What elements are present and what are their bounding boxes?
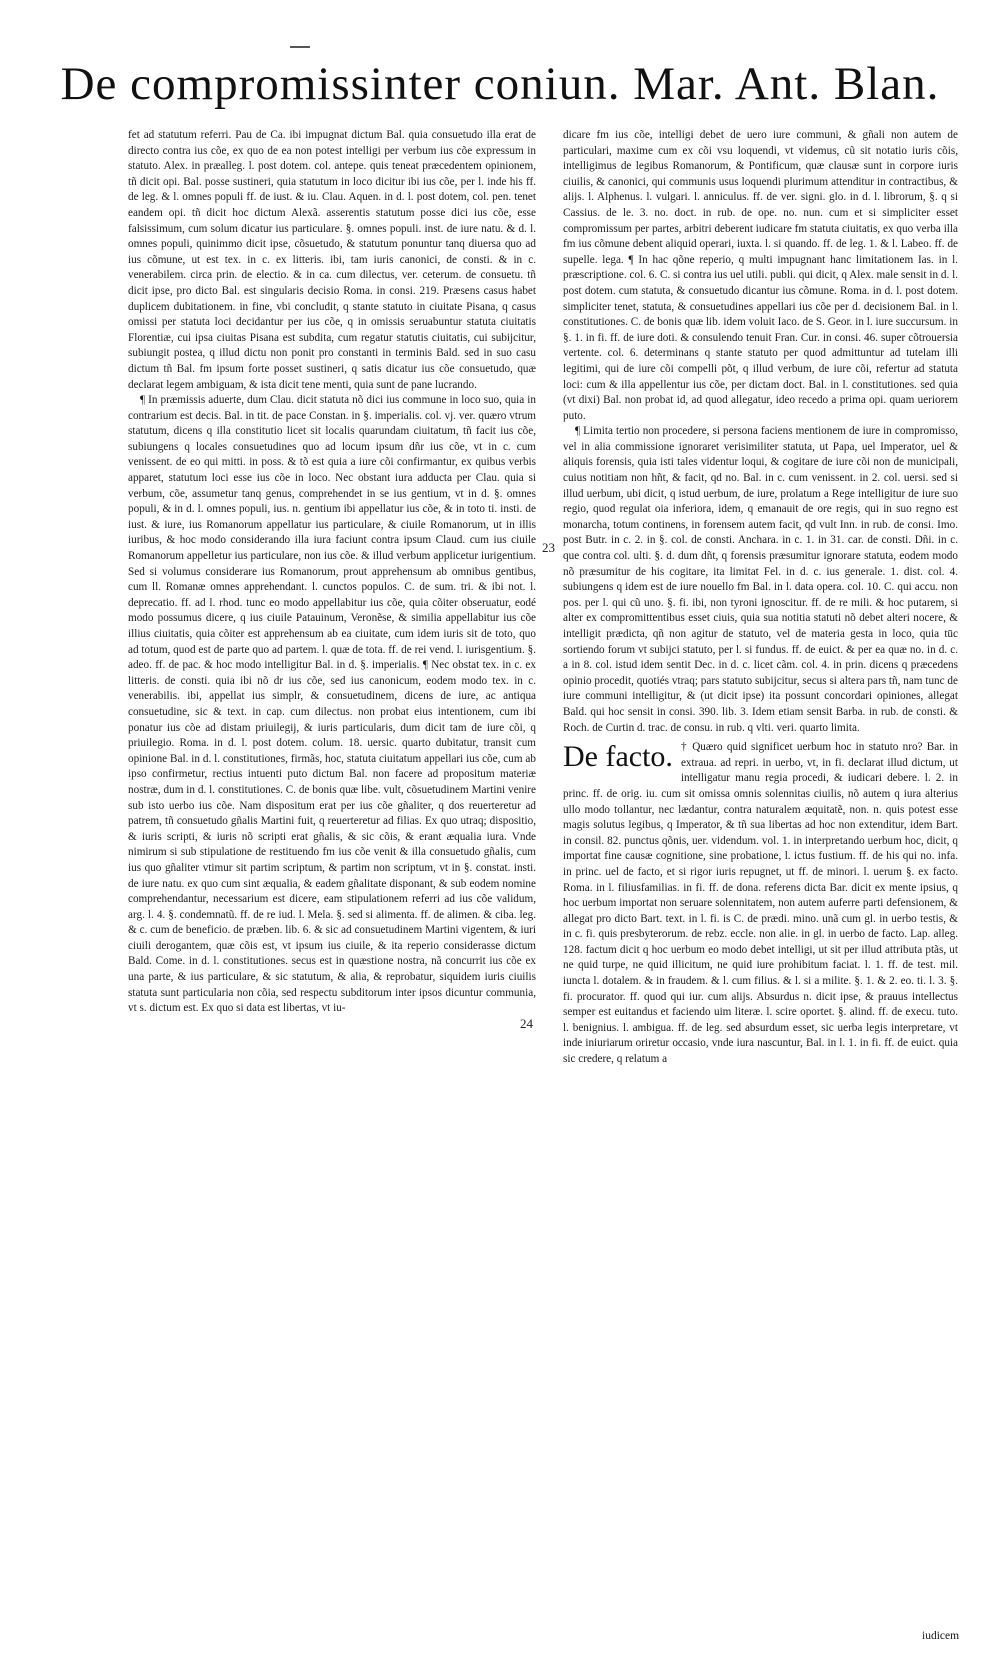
decorative-mark <box>290 46 310 48</box>
right-paragraph-2: ¶ Limita tertio non procedere, si persona faciens mentionem de iure in compromisso, vel in alia commissione ignoraret verisimiliter statuta, ut Papa, uel Imperator, uel & aliquis forensis, quia isti tales videntur loqui, & cogitare de iure cõi non de municipali, cuius notitiam non hñt, & facit, qd no. Bal. in c. cum venissent. in 2. col. uersi. sed si illud uerbum, ubi dicit, q istud uerbum, de iure, prolatum a Rege intelligitur de iure suo regio, quod regulat oia inferiora, idem, q emanauit de ore regis, qui in suo regno est monarcha, totum continens, in forensem autem facit, qd vult Inn. in rub. de consi. Imo. post Butr. in c. 2. in §. col. de consti. Anchara. in c. 1. in 31. car. de consti. Dñi. in c. que contra col. ulti. §. d. dum dñt, q forensis præsumitur ignorare statuta, eodem modo nõ præsumitur de his cogitare, ita limitat Fel. in d. c. ius generale. 1. dist. col. 4. subiungens q idem est de iure nouello fm Bal. in l. data opera. col. 10. C. qui accu. non pos. per l. qui cũ uno. §. fi. ibi, non tyroni ignoscitur. ff. de re mili. & hoc putarem, si alter ex compromittentibus esset ciuis, quia sua notitia statuti nõ debet alteri nocere, & intelligit prædicta, qñ non agitur de statuto, vel de materia gesta in loco, quia tūc sortiendo forum vt subijci statuto, per l. si fundus. ff. de euict. & per ea quæ no. in d. c. a in 8. col. istud idem sentit Dec. in d. c. licet cãm. col. 4. in prin. dicens q præcedens opinio procedit, quotiés vtraq; pars statuto subijcitur, secus si altera pars tñ, nam tunc de iure communi intelligitur, & (ut dicit ipse) ita possunt concordari opiniones, allegat Bald. qui hoc sensit in consi. 390. lib. 3. Idem etiam sensit Barba. in rub. de consti. & Roch. de Curtin d. trac. de consu. in rub. q vlti. veri. quarto limita. <box>563 425 958 734</box>
left-column <box>128 128 536 1017</box>
right-column <box>563 128 958 1068</box>
section-text: † Quæro quid significet uerbum hoc in statuto nro? Bar. in extraua. ad repri. in uerbo, vt, in fi. declarat illud dictum, ut intelligatur manu regia procedi, & iudicari debere. l. 2. in princ. ff. de orig. iu. cum sit omissa omnis solennitas ciuilis, nõ autem q iura alterius ullo modo tollantur, nec lædantur, contra naturalem æquitatẽ, non. n. quis potest esse magis solutus legibus, q Imperator, & tñ sua libertas ad hoc non extenditur, idem Bart. in consil. 82. punctus qõnis, uer. videndum. vol. 1. in interpretando uerbum hoc, dicit, q importat fine causæ cognitione, sine probatione, l. ictus fustium. ff. de his qui no. infa. in princ. uel de facto, et si rigor iuris repugnet, ut ff. de minori. l. uerum §. ex facto. Roma. in l. filiusfamilias. in fi. ff. de dona. referens dicta Bar. dicit ex mente ipsius, q hoc uerbum importat non seruare solennitatem, non autem auferre parti defensionem, & allegat pro dicto Bart. text. in l. fi. is C. de prædi. mino. unã cum gl. in uerbo testis, & in c. fi. quis presbyterorum. de rebz. eccle. non alie. in gl. in uerbo de facto. Lap. alleg. 128. factum dicit q hoc uerbum eo modo debet intelligi, ut sit per illud attributa ptãs, ut ne quid turpe, ne quid illicitum, ne quid iure prohibitum faciat. l. 1. ff. de test. mil. iuncta l. dotalem. & in fraudem. & l. cum filius. & l. si a milite. §. 1. & 2. eo. ti. l. 3. §. fi. procurator. ff. quod qui iur. cum alijs. Absurdus n. dicit ipse, & prauus intellectus semper est euitandus et faciendo uim literæ. l. scire oportet. §. alind. ff. de execu. tuto. l. benignius. l. ambigua. ff. de leg. sed absurdum esset, sic uerba legis interpretare, vt inde iniuriarum oriretur occasio, vnde iura nascuntur, Bal. in l. 1. in fi. ff. de euict. quia sic credere, q relatum a <box>563 741 958 1066</box>
right-paragraph-1: dicare fm ius cõe, intelligi debet de uero iure communi, & gñali non autem de particulari, maxime cum ex cõi vsu loquendi, vt videmus, cũ sit notatio iuris cõis, intelligimus de legibus Romanorum, & Pontificum, quæ clausæ sunt in corpore iuris ciuilis, & canonici, qui communis usus loquendi plurimum attenditur in contractibus, & alijs. l. Alphenus. l. vulgari. l. anniculus. ff. de ver. signi. glo. in d. l. librorum, §. q si Cassius. de le. 3. no. doct. in rub. de ope. no. nun. cum et si simpliciter esset compromissum per partes, arbitri deberent iudicare fm statuta ciuitatis, ex quo verba illa fm ius cõmune debent aliquid operari, iuxta. l. si quando. ff. de leg. 1. & l. Labeo. ff. de supelle. lega. ¶ In hac qõne reperio, q multi impugnant hanc limitationem Ias. in l. præscriptione. col. 6. C. si contra ius uel utili. publi. qui dicit, q Alex. male sensit in d. l. post dotem. cum statuta, & consuetudo dicantur ius cõmune. Roma. in d. l. post dotem. simpliciter tenet, statuta, & consuetudines appellari ius cõe per d. decisionem Bal. in l. constitutiones. C. de bonis quæ lib. idem voluit Iaco. de S. Geor. in l. iure succursum. in §. 1. in fi. ff. de iure doti. & consulendo tenuit Fran. Cur. in consi. 46. super cõtrouersia vertente. col. 6. determinans q stante statuto per quod admittuntur ad tutelam illi legitimi, qui de iure cõi compelli põt, q illud verbum, de iure cõi, refertur ad statuta loci: cum & illa appellentur ius cõe, per dictam doct. Bal. in l. constitutiones. sed quia (vt dixi) Bal. non probat id, ad quod allegatur, ideo recedo a prima opi. quam ueriorem puto. <box>563 129 958 422</box>
margin-number: 23 <box>542 540 555 555</box>
catchword: iudicem <box>922 1630 960 1642</box>
margin-number: 24 <box>520 1016 533 1031</box>
left-paragraph-2: ¶ In præmissis aduerte, dum Clau. dicit statuta nõ dici ius commune in loco suo, quia in contrarium est decis. Bal. in tit. de pace Constan. in §. imperialis. col. vj. ver. quæro vtrum statutum, dicens q illa constitutio licet sit localis quarundam ciuitatum, tñ facit ius cõe, subiungens q locales consuetudines quo ad locum ipsum dñr ius cõe, vt in c. cum venissent. de eo qui mitti. in poss. & tõ est quia a iure cõi confirmantur, ex quibus verbis apparet, statutum loci esse ius cõe in loco. Nec obstant iura adducta per Clau. quia si verbum, cõe, assumetur tanq genus, comprehendet in se ius gentium, vt in d. §. omnes populi, & in d. l. omnes populi, ius. n. gentium ibi appellatur ius cõe, & in toto ti. insti. de iust. & iure, ius Romanorum appellatur ius particulare, & ciuile Romanorum, ut in illis iuribus, & hoc modo considerando illa iura faciunt contra ipsum Claud. cum ius ciuile Romanorum appelletur ius particulare, non ius cõe. & illud verbum applicetur iurigentium. Sed si volumus considerare ius Romanorum, prout apprehensum ab omnibus gentibus, cum ll. Romanæ omnes apprehendant. l. cunctos populos. C. de sum. tri. & ibi not. l. deprecatio. ff. ad l. rhod. tunc eo modo appellabitur ius cõe, quia cõiter obseruatur, eodé modo possumus dicere, q ius ciuile Patauinum, Veronẽse, & similia appellabitur ius cõe illius ciuitatis, quia cõiter est apprehensum ab ea ciuitate, cum idem iuris sit de toto, quo ad totum, quod est de parte quo ad partem. l. quæ de tota. ff. de rei vend. l. iurisgentium. §. adeo. ff. de pac. & hoc modo intelligitur Bal. in d. §. imperialis. ¶ Nec obstat tex. in c. ex litteris. de consti. quia ibi nõ dr ius cõe, sed ius canonicum, eodem modo tex. in c. venerabilis. ibi, appellat ius simplr, & consuetudinem, dicens de iure, ac antiqua consuetudine, sic & text. in cap. cum dilectus. non probat eius intentionem, cum ibi ponatur ius cõe ad distam priuilegij, & iuris particularis, dum dicit tam de iure cõi, q priuilegio. Roma. in d. l. post dotem. colum. 18. uersic. quarto dubitatur, transit cum opinione Bal. in d. l. constitutiones, firmãs, hoc, statuta ciuitatum appellari ius cõe, cum ab ipso confirmetur, rectius intuenti puto dictum Bal. non facere ad propositum materiæ nostræ, dum in d. l. constitutiones. C. de bonis quæ libe. vult, cõsuetudinem Martini venire sub isto uerbo ius cõe. Nam dispositum erat per ius cõe gñaliter, q dos reuerteretur ad patrem, tñ consuetudo gñalis Martini fuit, q reuerteretur ad filias. Ex quo utraq; dispositio, & iuris scripti, & iuris nõ scripti erat gñalis, & sic cõis, & erant æqualia iura. Vnde nimirum si sub stipulatione de restituendo fm ius cõe venit & illa consuetudo gñalis, cum ius quo gñaliter vtimur sit partim scriptum, & partim non scriptum, vt in §. constat. insti. de iure natu. ex quo cum sint æqualia, & eadem gñalitate disponant, & sub eodem nomine comprehendantur, necessarium est dicere, eam stipulationem referri ad ius cõe validum, arg. l. 4. §. condemnatũ. ff. de re iud. l. Mela. §. sed si alimenta. ff. de alimen. & ciba. leg. & c. cum de beneficio. de præben. lib. 6. & sic ad consuetudinem Martini vigentem, & iuri ciuili derogantem, quæ cõis est, vt ipsum ius ciuile, & ita reperio considerasse dictum Bald. Come. in d. l. constitutiones. secus est in quæstione nostra, nã concurrit ius cõe ex una parte, & ius particulare, & sic statutum, & alia, & reprobatur, siquidem iuris ciuilis statuta sunt particularia non cõia, sed respectu subditorum inter ipsos dicuntur communia, vt s. dictum est. Ex quo si data est libertas, vt iu- <box>128 394 536 1015</box>
left-paragraph-1: fet ad statutum referri. Pau de Ca. ibi impugnat dictum Bal. quia consuetudo illa erat de directo contra ius cõe, ex quo de ea non potest intelligi per verbum ius cõe expressum in statuto. Alex. in præalleg. l. post dotem. col. antepe. quis teneat præcedentem opinionem, tñ dicit opi. Bal. posse sustineri, quia statutum in loco dicitur ibi ius cõe, per l. inde his ff. de leg. & l. omnes populi ff. de iust. & iu. Clau. Aquen. in d. l. post dotem, col. pen. tenet eandem opi. tñ dicit hoc dictum Alexã. asserentis statutum posse dici ius cõe, esse falsissimum, cum solum dicatur ius particulare. §. omnes populi. inst. de iure natu. & d. l. omnes populi, quinimmo dicit ipse, cõsuetudo, & statutum ponuntur tanq diuersa quo ad ius cõmune, ut est tex. in c. ex litteris. ibi, tam iuris canonici, de consti. & in c. venerabilem. circa prin. de electio. & in ca. cum dilectus, ver. ceterum. de consuetu. tñ dicit ipse, pro dicto Bal. est singularis decisio Roma. in consi. 219. Præsens casus habet duplicem dubitationem. in fine, vbi concludit, q stante statuto in ciuitate Pisana, q casus omissi per statuta loci decidantur per ius cõe, q in omissis seruabuntur statuta ciuitatis Florentiæ, cui ipsa ciuitas Pisana est subdita, cum regatur statutis ciuitatis, cui subijcitur, subiungit postea, q illud dictu non ponit pro constanti in terminis Bald. sed in suo casu dictum tñ Bal. fm ipsum forte posset sustineri, q satis dicatur ius cõe consuetudo, quæ declarat legem ambiguam, & ista dicit tene menti, quia sunt de pane lucrando. <box>128 129 536 391</box>
page-title: De compromissinter coniun. Mar. Ant. Blan. <box>60 58 940 110</box>
section-de-facto <box>563 740 958 1067</box>
section-heading: De facto. <box>563 740 673 774</box>
